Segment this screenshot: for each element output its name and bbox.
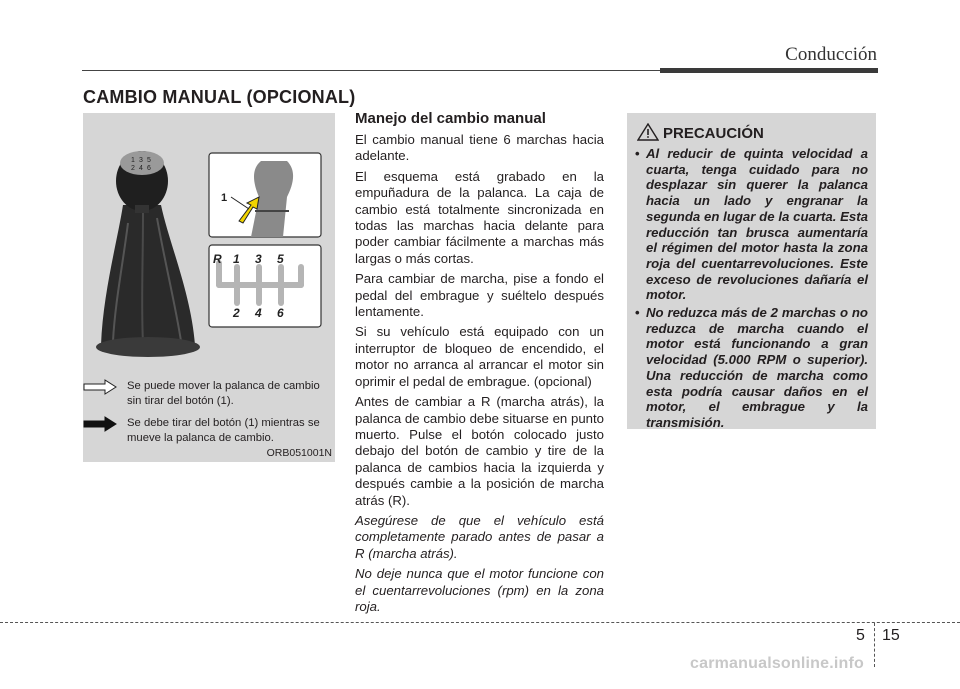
- knob-label: 2: [131, 165, 135, 172]
- header-rule-accent: [660, 68, 878, 73]
- page-number: 15: [882, 627, 900, 644]
- header-rule: [82, 70, 662, 71]
- italic-paragraph: Asegúrese de que el vehículo está completamente parado antes de pasar a R (marcha atrás).: [355, 512, 604, 561]
- gear-label-1: 1: [233, 252, 240, 266]
- bullet: •: [635, 305, 640, 321]
- subheading: Manejo del cambio manual: [355, 110, 546, 127]
- gear-shift-illustration: [83, 113, 335, 373]
- knob-label: 6: [147, 165, 151, 172]
- caution-text: Al reducir de quinta velocidad a cuarta, tenga cuidado para no desplazar sin querer la palanca hacia un lado y engranar la segunda en lugar de la cuarta. Esta reducción tan brusca aumentaría el régimen del motor hasta la zona roja del cuentarrevoluciones. Este exceso de revoluciones dañaría el motor.: [646, 146, 868, 303]
- gear-label-2: 2: [233, 306, 240, 320]
- paragraph: Si su vehículo está equipado con un interruptor de bloqueo de encendido, el motor no arranca al arrancar el motor sin oprimir el pedal de embrague. (opcional): [355, 324, 604, 389]
- knob-label: 5: [147, 157, 151, 164]
- outline-arrow-icon: [83, 379, 117, 395]
- watermark: carmanualsonline.info: [690, 655, 865, 672]
- caution-title: PRECAUCIÓN: [663, 125, 764, 142]
- page-separator: [874, 623, 875, 667]
- paragraph: Para cambiar de marcha, pise a fondo el pedal del embrague y suéltelo después lentamente.: [355, 271, 604, 320]
- knob-label: 1: [131, 157, 135, 164]
- caution-list: [627, 146, 872, 433]
- gear-label-6: 6: [277, 306, 284, 320]
- knob-label: 3: [139, 157, 143, 164]
- warning-triangle-icon: [637, 123, 659, 141]
- gear-label-5: 5: [277, 252, 284, 266]
- bullet: •: [635, 146, 640, 161]
- knob-label: 4: [139, 165, 143, 172]
- callout-number: 1: [221, 192, 228, 204]
- caution-text: No reduzca más de 2 marchas o no reduzca de marcha cuando el motor está funcionando a gran velocidad (5.000 RPM o superior). Una reducción de marcha como esta podría causar daños en el motor, el embrague y la transmisión.: [646, 305, 868, 430]
- gear-label-4: 4: [255, 306, 262, 320]
- paragraph: El cambio manual tiene 6 marchas hacia adelante.: [355, 132, 604, 164]
- caution-item: [627, 305, 872, 431]
- legend-text: Se puede mover la palanca de cambio sin tirar del botón (1).: [127, 380, 320, 407]
- chapter-number: 5: [856, 627, 865, 644]
- main-text-column: [355, 110, 604, 619]
- paragraph: El esquema está grabado en la empuñadura de la palanca. La caja de cambio está totalmente sincronizada en todas las marchas hacia delante para poder cambiar fácilmente a marchas más largas o más cortas.: [355, 168, 604, 266]
- caution-header: [637, 123, 867, 142]
- legend-text: Se debe tirar del botón (1) mientras se mueve la palanca de cambio.: [127, 417, 320, 444]
- gear-label-R: R: [213, 252, 222, 266]
- italic-paragraph: No deje nunca que el motor funcione con el cuentarrevoluciones (rpm) en la zona roja.: [355, 566, 604, 614]
- chapter-title: Conducción: [785, 44, 877, 65]
- gear-label-3: 3: [255, 252, 262, 266]
- figure-code: ORB051001N: [266, 447, 332, 459]
- caution-box: [627, 113, 876, 429]
- gear-shift-figure: [83, 113, 335, 462]
- solid-arrow-icon: [83, 416, 117, 432]
- paragraph: Antes de cambiar a R (marcha atrás), la palanca de cambio debe situarse en punto muerto. Pulse el botón colocado justo debajo del botón de cambio y tire de la palanca de cambios hacia la izquierda y después cambie a la posición de marcha atrás (R).: [355, 394, 604, 508]
- section-heading: CAMBIO MANUAL (OPCIONAL): [83, 87, 356, 107]
- caution-item: [627, 146, 872, 303]
- footer-rule: [0, 622, 960, 623]
